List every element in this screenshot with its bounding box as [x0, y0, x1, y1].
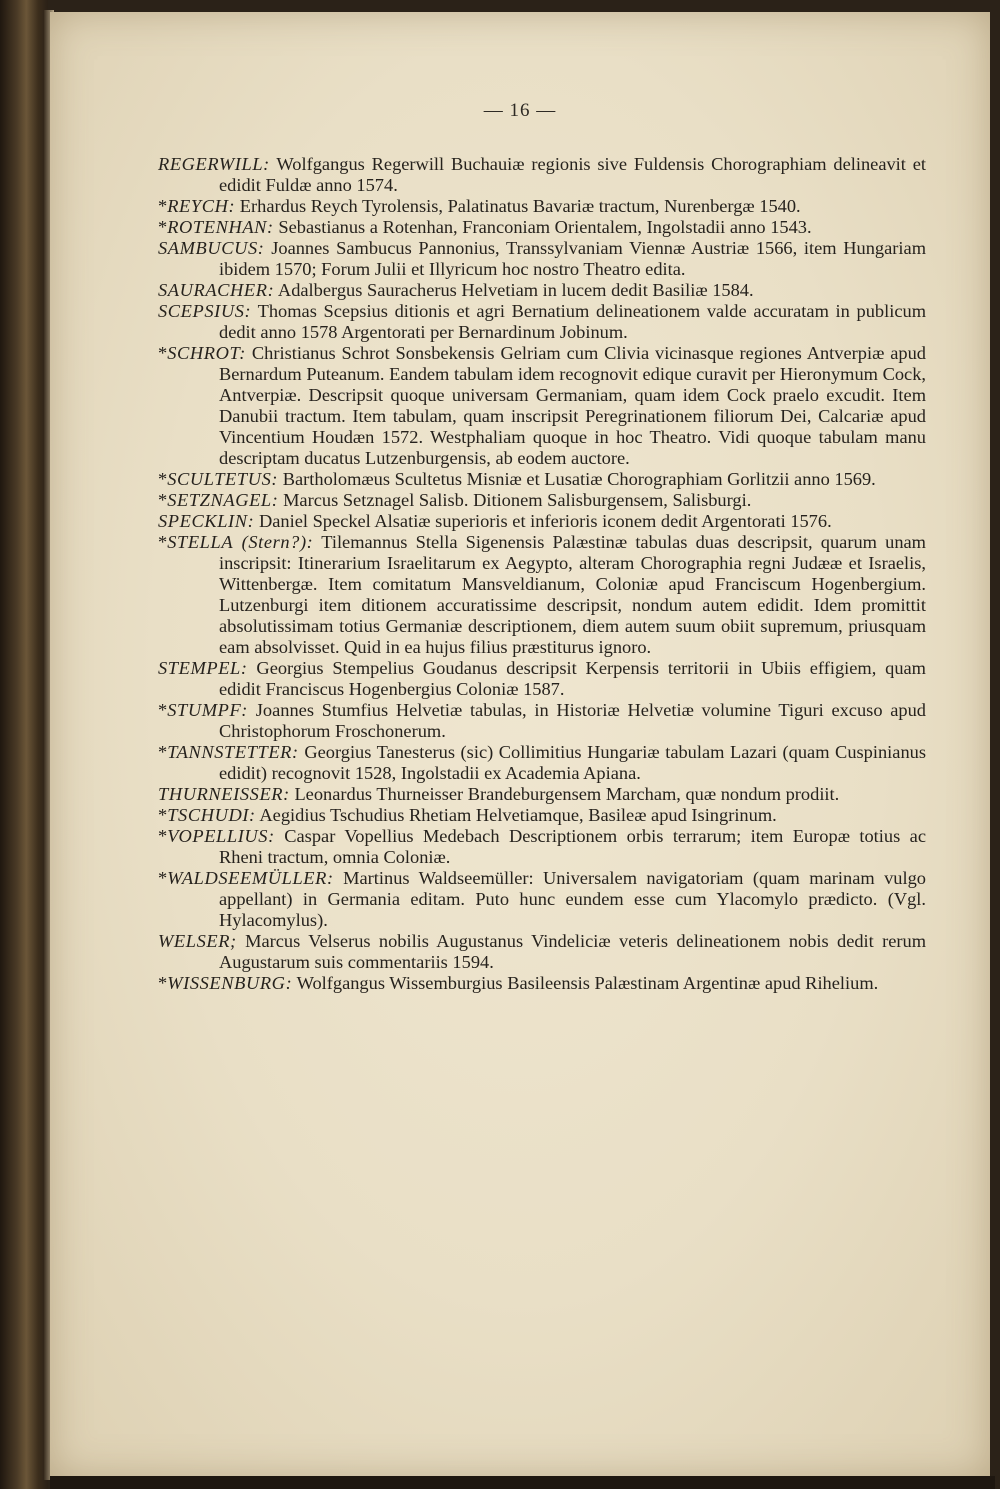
entry-rotenhan [158, 217, 926, 238]
book-page [50, 12, 990, 1478]
entry-text: Bartholomæus Scultetus Misniæ et Lusatiæ Chorographiam Gorlitzii anno 1569. [282, 469, 876, 489]
book-binding [0, 0, 48, 1489]
page-bottom-shadow [50, 1476, 995, 1489]
entry-star: * [158, 490, 168, 510]
entry-heading: SCEPSIUS: [158, 301, 252, 321]
entry-heading: SCULTETUS: [167, 469, 279, 489]
entry-sauracher [158, 280, 926, 301]
entry-heading: WALDSEEMÜLLER: [167, 868, 334, 888]
entry-setznagel [158, 490, 926, 511]
entry-heading: STELLA (Stern?): [167, 532, 314, 552]
page-number: — 16 — [483, 100, 557, 121]
entry-heading: VOPELLIUS: [167, 826, 275, 846]
entry-stempel [158, 658, 926, 700]
entry-text: Joannes Stumfius Helvetiæ tabulas, in Historiæ Helvetiæ volumine Tiguri excuso apud Christophorum Froschonerum. [219, 700, 926, 741]
entry-text: Martinus Waldseemüller: Universalem navigatoriam (quam marinam vulgo appellant) in Germania editam. Puto hunc eundem esse cum Ylacomylo prædicto. (Vgl. Hylacomylus). [219, 868, 926, 930]
entry-heading: SAMBUCUS: [158, 238, 265, 258]
entry-sambucus [158, 238, 926, 280]
entry-text: Marcus Velserus nobilis Augustanus Vindeliciæ veteris delineationem nobis dedit rerum Augustarum suis commentariis 1594. [219, 931, 926, 972]
entry-text: Erhardus Reych Tyrolensis, Palatinatus Bavariæ tractum, Nurenbergæ 1540. [239, 196, 801, 216]
entry-tschudi [158, 805, 926, 826]
entry-text: Aegidius Tschudius Rhetiam Helvetiamque, Basileæ apud Isingrinum. [259, 805, 777, 825]
entry-heading: STEMPEL: [158, 658, 248, 678]
entry-heading: ROTENHAN: [167, 217, 274, 237]
entry-heading: SAURACHER: [158, 280, 275, 300]
entry-star: * [158, 217, 168, 237]
entry-reych [158, 196, 926, 217]
entry-text: Tilemannus Stella Sigenensis Palæstinæ tabulas duas descripsit, quarum unam inscripsit: Itinerarium Israelitarum ex Aegypto, alteram Chorographia regni Judææ et Israelis, Wittenbergæ. Item comitatum Mansveldianum, Coloniæ apud Franciscum Hogenbergium. Lutzenburgi item ditionem accuratissime descripsit, nondum autem edidit. Idem promittit absolutissimam totius Germaniæ descriptionem, diem autem suum obiit supremum, priusquam eam absolvisset. Quid in ea hujus filius præstiturus ignoro. [219, 532, 926, 657]
entry-star: * [158, 469, 168, 489]
entry-heading: THURNEISSER: [158, 784, 290, 804]
entry-text: Leonardus Thurneisser Brandeburgensem Marcham, quæ nondum prodiit. [294, 784, 840, 804]
entry-star: * [158, 805, 168, 825]
entry-star: * [158, 196, 168, 216]
entry-text: Georgius Tanesterus (sic) Collimitius Hungariæ tabulam Lazari (quam Cuspinianus edidit) recognovit 1528, Ingolstadii ex Academia Apiana. [219, 742, 926, 783]
entry-heading: SCHROT: [167, 343, 246, 363]
entry-waldseemuller [158, 868, 926, 931]
entry-star: * [158, 532, 168, 552]
entry-heading: TANNSTETTER: [167, 742, 299, 762]
entry-text: Adalbergus Sauracherus Helvetiam in lucem dedit Basiliæ 1584. [277, 280, 754, 300]
entry-star: * [158, 343, 168, 363]
entry-stella [158, 532, 926, 658]
entry-schrot [158, 343, 926, 469]
entry-text: Sebastianus a Rotenhan, Franconiam Orientalem, Ingolstadii anno 1543. [278, 217, 812, 237]
entry-heading: TSCHUDI: [167, 805, 256, 825]
entry-heading: SETZNAGEL: [167, 490, 279, 510]
entry-text: Wolfgangus Wissemburgius Basileensis Palæstinam Argentinæ apud Rihelium. [296, 973, 879, 993]
entry-text: Thomas Scepsius ditionis et agri Bernatium delineationem valde accuratam in publicum dedit anno 1578 Argentorati per Bernardinum Jobinum. [219, 301, 927, 342]
entry-tannstetter [158, 742, 926, 784]
entry-heading: STUMPF: [167, 700, 249, 720]
entry-thurneisser [158, 784, 926, 805]
entry-heading: WELSER; [158, 931, 237, 951]
entry-heading: REYCH: [167, 196, 236, 216]
entry-star: * [158, 742, 168, 762]
entry-star: * [158, 826, 168, 846]
entry-stumpf [158, 700, 926, 742]
entry-text: Wolfgangus Regerwill Buchauiæ regionis sive Fuldensis Chorographiam delineavit et edidit Fuldæ anno 1574. [219, 154, 926, 195]
entry-text: Marcus Setznagel Salisb. Ditionem Salisburgensem, Salisburgi. [283, 490, 752, 510]
entry-text: Daniel Speckel Alsatiæ superioris et inferioris iconem dedit Argentorati 1576. [258, 511, 832, 531]
entry-regerwill [158, 154, 926, 196]
entry-heading: SPECKLIN: [158, 511, 255, 531]
entry-star: * [158, 868, 168, 888]
entry-wissenburg [158, 973, 926, 994]
entry-welser [158, 931, 926, 973]
entry-text: Georgius Stempelius Goudanus descripsit Kerpensis territorii in Ubiis effigiem, quam edidit Franciscus Hogenbergius Coloniæ 1587. [219, 658, 926, 699]
entry-vopellius [158, 826, 926, 868]
entry-star: * [158, 973, 168, 993]
entry-heading: REGERWILL: [158, 154, 270, 174]
entry-text: Christianus Schrot Sonsbekensis Gelriam cum Clivia vicinasque regiones Antverpiæ apud Bernardum Puteanum. Eandem tabulam idem recognovit edique curavit per Hieronymum Cock, Antverpiæ. Descripsit quoque universam Germaniam, quam idem Cock praelo excudit. Item Danubii tractum. Item tabulam, quam inscripsit Peregrinationem filiorum Dei, Calcariæ apud Vincentium Houdæn 1572. Westphaliam quoque in hoc Theatro. Vidi quoque tabulam manu descriptam ducatus Lutzenburgensis, ab eodem auctore. [219, 343, 926, 468]
entry-star: * [158, 700, 168, 720]
entry-heading: WISSENBURG: [167, 973, 293, 993]
entry-text: Joannes Sambucus Pannonius, Transsylvaniam Viennæ Austriæ 1566, item Hungariam ibidem 1570; Forum Julii et Illyricum hoc nostro Theatro edita. [219, 238, 926, 279]
entry-list [158, 154, 926, 994]
entry-scepsius [158, 301, 926, 343]
entry-text: Caspar Vopellius Medebach Descriptionem orbis terrarum; item Europæ totius ac Rheni tractum, omnia Coloniæ. [219, 826, 926, 867]
entry-scultetus [158, 469, 926, 490]
entry-specklin [158, 511, 926, 532]
